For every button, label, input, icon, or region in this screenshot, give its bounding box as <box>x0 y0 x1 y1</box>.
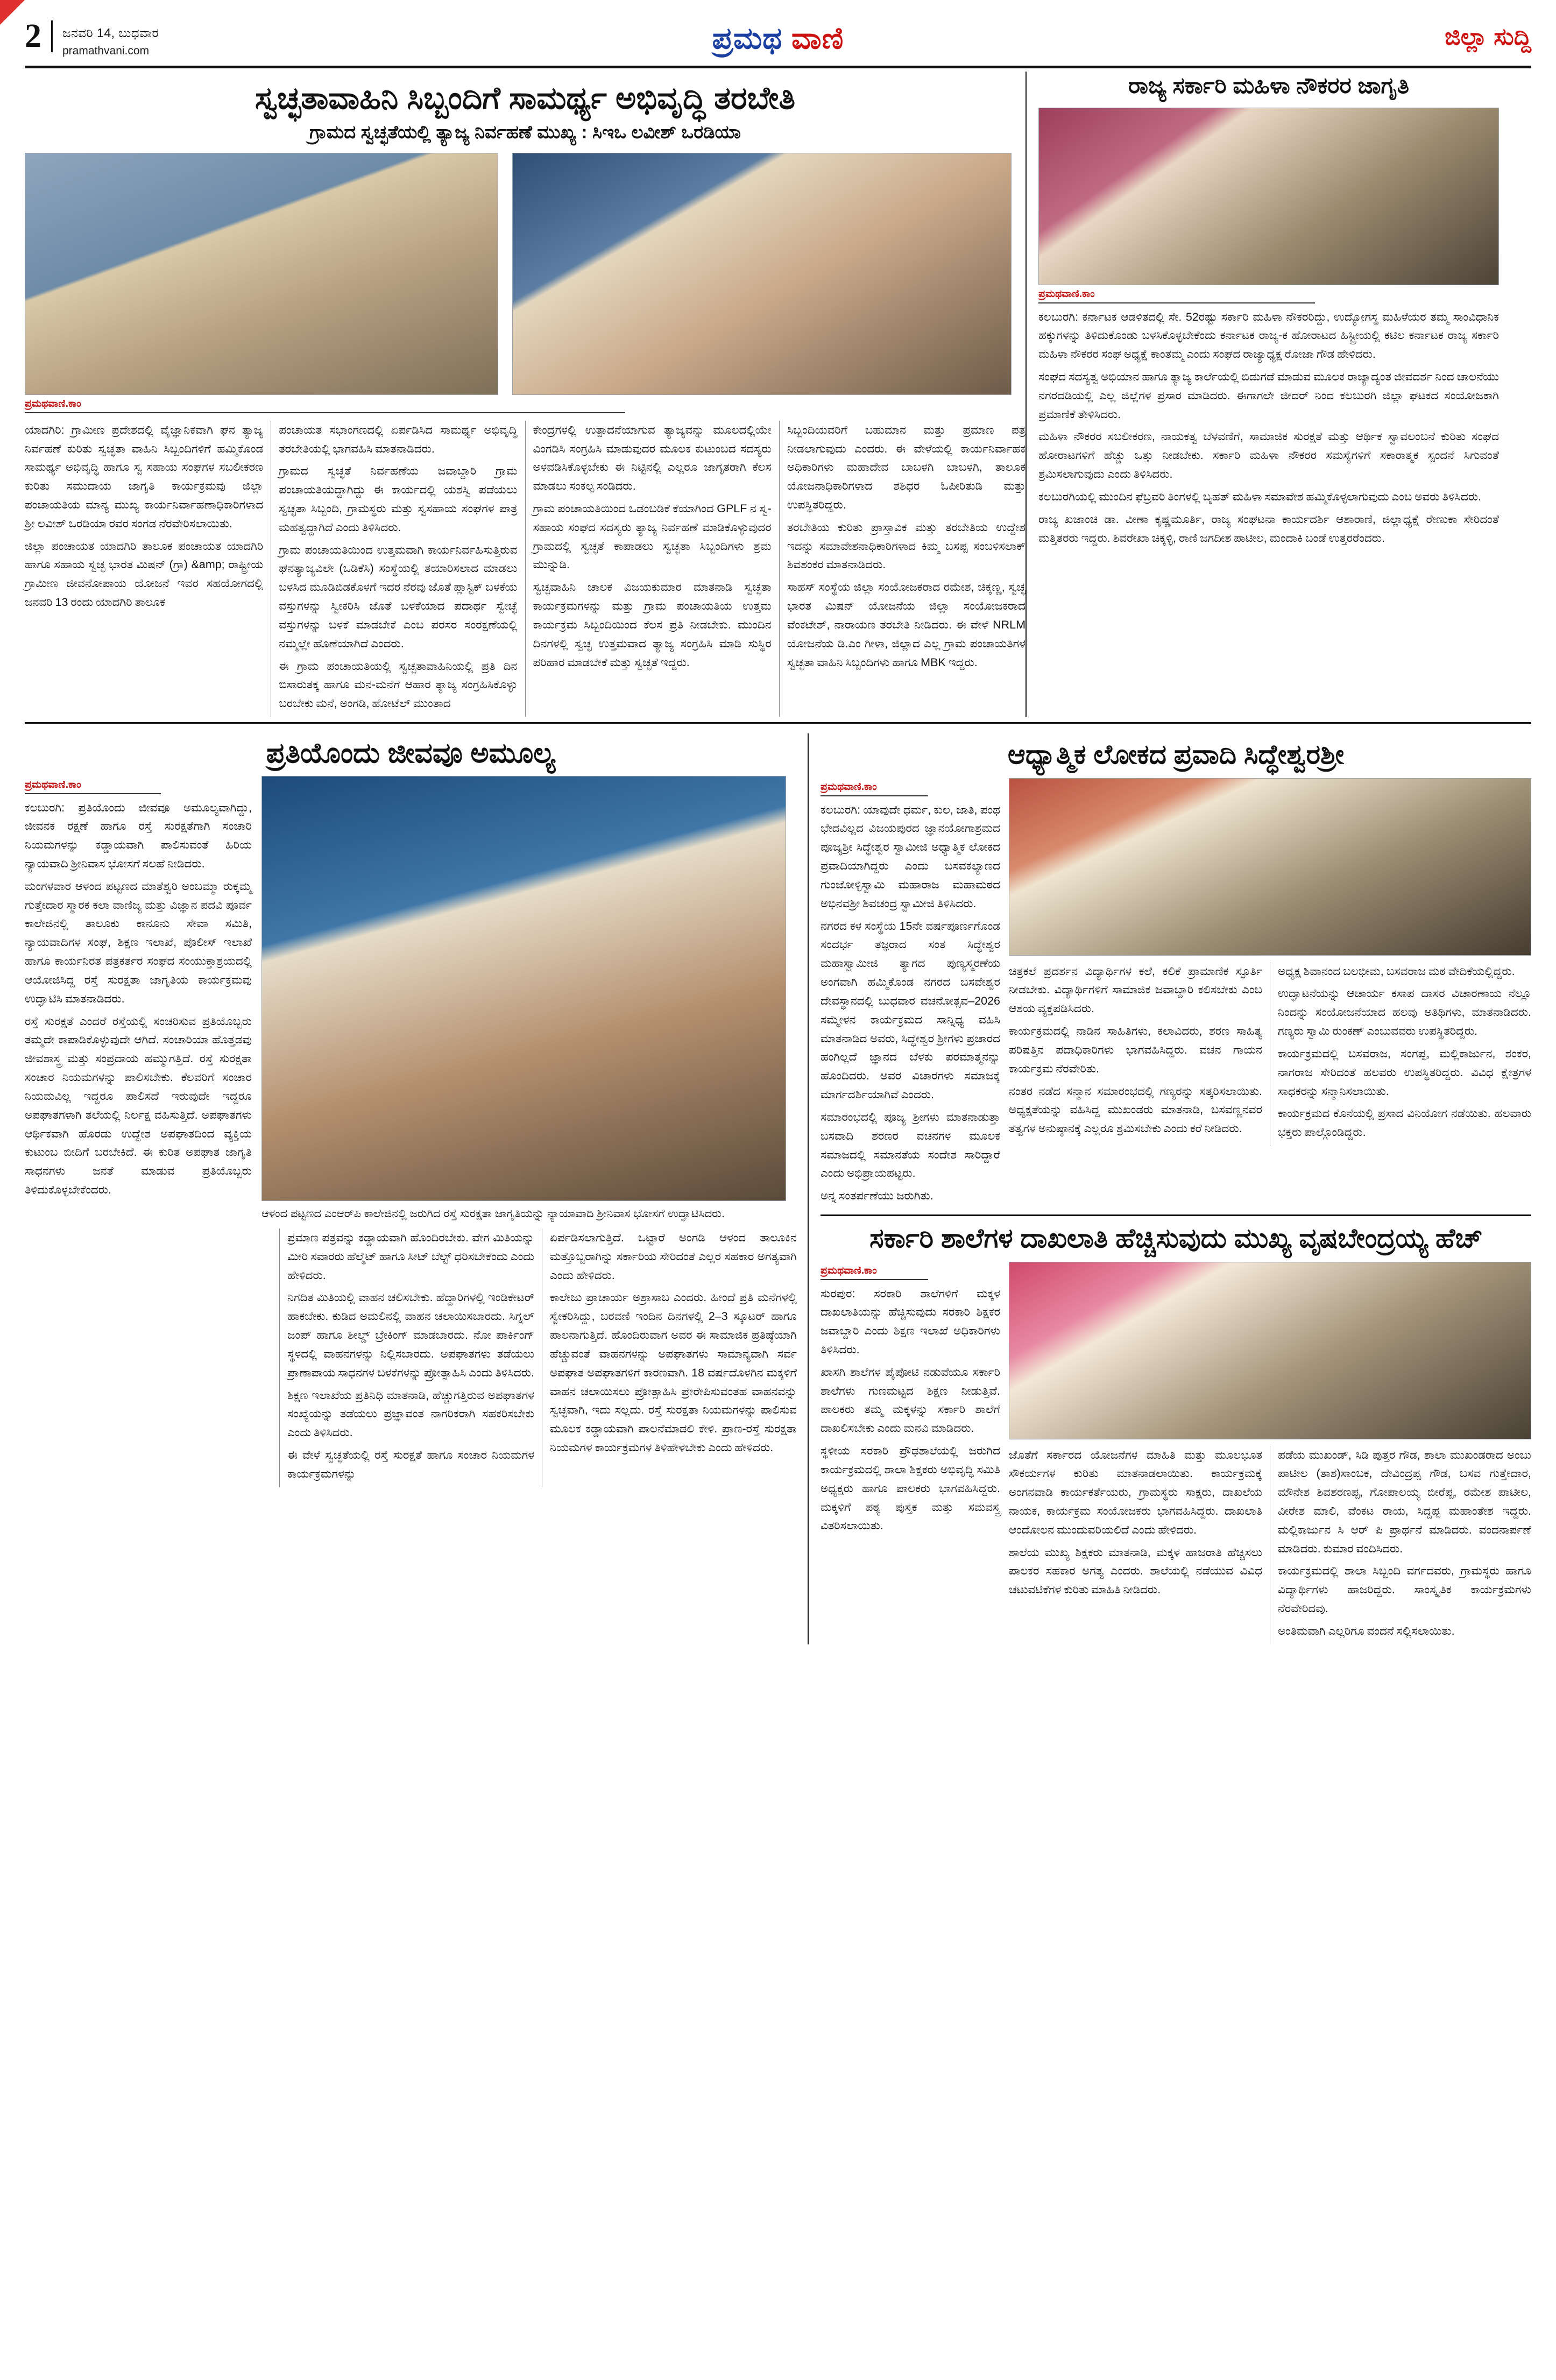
midleft-l3-p2: ಕಾಲೇಜು ಪ್ರಾಚಾರ್ಯ ಅಶ್ರಾಸಾಬ ಎಂದರು. ಹೀಂದೆ ಪ್ರತಿ ಮನೆಗಳಲ್ಲಿ ಸ್ವೇಕರಿಸಿದ್ದು, ಬರವಣಿ ಇಂದಿನ ದಿನಗಳಲ್ಲಿ 2–3 ಸ್ಕೂಟರ್ ಹಾಗೂ ಪಾಲನಾಗುತ್ತಿದೆ. ಹೊಂದಿರುವಾಗ ಅವರ ಈ ಸಾಮಾಜಿಕ ಪ್ರತಿಷ್ಠೆಯಾಗಿ ಹೆಚ್ಚುವಂತೆ ವಾಹನಗಳನ್ನು ಅಪಘಾತಗಳು ಸಾಮಾನ್ಯವಾಗಿ ಸರ್ವ ಅಪಘಾತ ಅಪಘಾತಗಳಿಗೆ ಕಾರಣವಾಗಿ. 18 ವರ್ಷದೊಳಗಿನ ಮಕ್ಕಳಿಗೆ ವಾಹನ ಚಲಾಯಿಸಲು ಪ್ರೋತ್ಸಾಹಿಸಿ ಪ್ರೇರೇಪಿಸುವಂತಹ ವಾಹನವನ್ನು ಸ್ವಚ್ಛವಾಗಿ, ಇದು ಸಲ್ಲದು. ರಸ್ತೆ ಸುರಕ್ಷತಾ ನಿಯಮಗಳನ್ನು ಪಾಲಿಸುವ ಮೂಲಕ ಕಡ್ಡಾಯವಾಗಿ ಪಾಲನೆಮಾಡಲಿ ಕೇಳಿ. ಪ್ರಾಣ-ರಸ್ತೆ ಸುರಕ್ಷತಾ ನಿಯಮಗಳ ಕಾರ್ಯಕ್ರಮಗಳ ತಿಳಿಹೇಳಬೇಕು ಎಂದು ಹೇಳಿದರು. <box>550 1291 797 1454</box>
bottom-right-headline: ಸರ್ಕಾರಿ ಶಾಲೆಗಳ ದಾಖಲಾತಿ ಹೆಚ್ಚಿಸುವುದು ಮುಖ್ಯ ವೃಷಬೇಂದ್ರಯ್ಯ ಹೆಚ್ <box>869 1223 1482 1253</box>
training-hall-photo <box>25 153 498 395</box>
midleft-p-1: ಕಲಬುರಗಿ: ಪ್ರತಿಯೊಂದು ಜೀವವೂ ಅಮೂಲ್ಯವಾಗಿದ್ದು, ಜೀವನಕ ರಕ್ಷಣೆ ಹಾಗೂ ರಸ್ತೆ ಸುರಕ್ಷತೆಗಾಗಿ ಸಂಚಾರಿ ನಿಯಮಗಳನ್ನು ಕಡ್ಡಾಯವಾಗಿ ಪಾಲಿಸುವಂತೆ ಹಿರಿಯ ನ್ಯಾಯವಾದಿ ಶ್ರೀನಿವಾಸ ಭೋಸಗೆ ಸಲಹೆ ನೀಡಿದರು. <box>25 801 252 870</box>
lead-column-2 <box>271 421 525 717</box>
right-headline: ರಾಜ್ಯ ಸರ್ಕಾರಿ ಮಹಿಳಾ ನೌಕರರ ಜಾಗೃತಿ <box>1128 73 1410 98</box>
women-employees-group-photo <box>1038 108 1499 285</box>
lead-subheadline: ಗ್ರಾಮದ ಸ್ವಚ್ಛತೆಯಲ್ಲಿ ತ್ಯಾಜ್ಯ ನಿರ್ವಹಣೆ ಮುಖ್ಯ : ಸಿಇಒ ಲವೀಶ್ ಒರಡಿಯಾ <box>309 122 741 143</box>
lead-p-2-1: ಪಂಚಾಯತ ಸಭಾಂಗಣದಲ್ಲಿ ಏರ್ಪಡಿಸಿದ ಸಾಮರ್ಥ್ಯ ಅಭಿವೃದ್ಧಿ ತರಬೇತಿಯಲ್ಲಿ ಭಾಗವಹಿಸಿ ಮಾತನಾಡಿದರು. <box>279 423 518 455</box>
midleft-lower-col-1 <box>25 1228 279 1487</box>
corner-accent <box>0 0 25 25</box>
mid-right-photo-and-cols <box>1009 778 1531 1209</box>
midright-c1-p4: ಅನ್ನ ಸಂತರ್ಪಣೆಯು ಜರುಗಿತು. <box>821 1189 933 1203</box>
right-p-4: ಕಲಬುರಗಿಯಲ್ಲಿ ಮುಂದಿನ ಫೆಬ್ರವರಿ ತಿಂಗಳಲ್ಲಿ ಬೃಹತ್ ಮಹಿಳಾ ಸಮಾವೇಶ ಹಮ್ಮಿಕೊಳ್ಳಲಾಗುವುದು ಎಂಬ ಅವರು ತಿಳಿಸಿದರು. <box>1038 490 1482 503</box>
midright-c3-p3: ಕಾರ್ಯಕ್ರಮದಲ್ಲಿ ಬಸವರಾಜ, ಸಂಗಪ್ಪ, ಮಲ್ಲಿಕಾರ್ಜುನ, ಶಂಕರ, ನಾಗರಾಜ ಸೇರಿದಂತೆ ಹಲವರು ಉಪಸ್ಥಿತರಿದ್ದರು. ವಿವಿಧ ಕ್ಷೇತ್ರಗಳ ಸಾಧಕರನ್ನು ಸನ್ಮಾನಿಸಲಾಯಿತು. <box>1278 1047 1531 1098</box>
lead-credit: ಪ್ರಮಥವಾಣಿ.ಕಾಂ <box>25 398 81 409</box>
midright-c2-p3: ನಂತರ ನಡೆದ ಸನ್ಮಾನ ಸಮಾರಂಭದಲ್ಲಿ ಗಣ್ಯರನ್ನು ಸತ್ಕರಿಸಲಾಯಿತು. ಅಧ್ಯಕ್ಷತೆಯನ್ನು ವಹಿಸಿದ್ದ ಮುಖಂಡರು ಮಾತನಾಡಿ, ಬಸವಣ್ಣನವರ ತತ್ವಗಳ ಅನುಷ್ಠಾನಕ್ಕೆ ಎಲ್ಲರೂ ಶ್ರಮಿಸಬೇಕು ಎಂದು ಕರೆ ನೀಡಿದರು. <box>1009 1084 1262 1135</box>
right-p-5: ರಾಜ್ಯ ಖಜಾಂಚಿ ಡಾ. ವೀಣಾ ಕೃಷ್ಣಮೂರ್ತಿ, ರಾಜ್ಯ ಸಂಘಟನಾ ಕಾರ್ಯದರ್ಶಿ ಆಶಾರಾಣಿ, ಜಿಲ್ಲಾಧ್ಯಕ್ಷೆ ರೇಣುಕಾ ಸೇರಿದಂತೆ ಮತ್ತಿತರರು ಇದ್ದರು. ಶಿವರೇಖಾ ಚಿಕ್ಕಳ್ಳಿ, ರಾಣಿ ಜಗದೀಶ ಪಾಟೀಲ, ಮಂದಾಕಿ ಬಂಡೆ ಉತ್ತರರೆಂದರು. <box>1038 512 1499 545</box>
midright-c1-p1: ಕಲಬುರಗಿ: ಯಾವುದೇ ಧರ್ಮ, ಕುಲ, ಜಾತಿ, ಪಂಥ ಭೇದವಿಲ್ಲದ ವಿಜಯಪುರದ ಜ್ಞಾನಯೋಗಾಶ್ರಮದ ಪೂಜ್ಯಶ್ರೀ ಸಿದ್ಧೇಶ್ವರ ಸ್ವಾಮೀಜಿ ಅಧ್ಯಾತ್ಮಿಕ ಲೋಕದ ಪ್ರವಾದಿಯಾಗಿದ್ದರು ಎಂದು ಬಸವಕಲ್ಯಾಣದ ಗುಂಜೋಳ್ಳಿಸ್ವಾಮಿ ಮಹಾರಾಜ ಮಹಾಮಠದ ಅಭಿನವಶ್ರೀ ಶಿವಚಂದ್ರ ಸ್ವಾಮೀಜಿ ತಿಳಿಸಿದರು. <box>821 803 1000 910</box>
section-label: ಜಿಲ್ಲಾ ಸುದ್ದಿ <box>1445 24 1531 50</box>
midleft-l3-p1: ಏರ್ಪಡಿಸಲಾಗುತ್ತಿದೆ. ಒಟ್ಟಾರೆ ಅಂಗಡಿ ಆಳಂದ ತಾಲೂಕಿನ ಮತ್ತೊಬ್ಬರಾಗಿನ್ನು ಸರ್ಕಾರಿಯ ಸೇರಿದಂತೆ ಎಲ್ಲರ ಸಹಕಾರ ಅಗತ್ಯವಾಗಿ ಎಂದು ಹೇಳಿದರು. <box>550 1231 797 1282</box>
midright-col-3 <box>1270 962 1531 1146</box>
spiritual-felicitation-photo <box>1009 778 1531 956</box>
right-p-3: ಮಹಿಳಾ ನೌಕರರ ಸಬಲೀಕರಣ, ನಾಯಕತ್ವ ಬೆಳವಣಿಗೆ, ಸಾಮಾಜಿಕ ಸುರಕ್ಷತೆ ಮತ್ತು ಆರ್ಥಿಕ ಸ್ವಾವಲಂಬನೆ ಕುರಿತು ಸಂಘದ ಹೋರಾಟಗಳಿಗೆ ಹೆಚ್ಚು ಒತ್ತು ನೀಡಬೇಕು. ಸರ್ಕಾರಿ ಮಹಿಳಾ ನೌಕರರ ಸಮಸ್ಯೆಗಳಿಗೆ ಸಕಾರಾತ್ಮಕ ಸ್ಪಂದನೆ ಸಿಗುವಂತೆ ಶ್ರಮಿಸಲಾಗುವುದು ಎಂದು ತಿಳಿಸಿದರು. <box>1038 430 1499 481</box>
bottom-right-photo-and-cols <box>1009 1262 1531 1644</box>
lead-column-3 <box>525 421 779 717</box>
right-story <box>1025 72 1499 717</box>
bottom-right-story <box>821 1221 1531 1644</box>
lead-column-1 <box>25 421 271 717</box>
lead-p-3-3: ಸ್ವಚ್ಛವಾಹಿನಿ ಚಾಲಕ ವಿಜಯಕುಮಾರ ಮಾತನಾಡಿ ಸ್ವಚ್ಛತಾ ಕಾರ್ಯಕ್ರಮಗಳನ್ನು ಮತ್ತು ಗ್ರಾಮ ಪಂಚಾಯತಿಯ ಉತ್ತಮ ಕಾರ್ಯಕ್ರಮ ಸಿಬ್ಬಂದಿಯಿಂದ ಕೆಲಸ ಪ್ರತಿ ನೀಡಬೇಕು. ಮುಂದಿನ ದಿನಗಳಲ್ಲಿ ಸ್ವಚ್ಛ ಉತ್ತಮವಾದ ತ್ಯಾಜ್ಯ ಸಂಗ್ರಹಿಸಿ ಮಾಡಿ ಸುಸ್ಥಿರ ಪರಿಹಾರ ಮಾಡಬೇಕೆ ಮತ್ತು ಸ್ವಚ್ಛತೆ ಇದ್ದರು. <box>533 581 772 669</box>
section-divider-2 <box>821 1214 1531 1216</box>
right-credit: ಪ್ರಮಥವಾಣಿ.ಕಾಂ <box>1038 288 1095 300</box>
lead-headline: ಸ್ವಚ್ಛತಾವಾಹಿನಿ ಸಿಬ್ಬಂದಿಗೆ ಸಾಮರ್ಥ್ಯ ಅಭಿವೃದ್ಧಿ ತರಬೇತಿ <box>254 81 796 116</box>
midleft-lower-col-2 <box>279 1228 542 1487</box>
mid-right-credit: ಪ್ರಮಥವಾಣಿ.ಕಾಂ <box>821 781 877 793</box>
right-body <box>1038 308 1499 548</box>
masthead-right <box>1034 20 1531 51</box>
lead-p-2-2: ಗ್ರಾಮದ ಸ್ವಚ್ಛತೆ ನಿರ್ವಹಣೆಯ ಜವಾಬ್ದಾರಿ ಗ್ರಾಮ ಪಂಚಾಯತಿಯದ್ದಾಗಿದ್ದು ಈ ಕಾರ್ಯದಲ್ಲಿ ಯಶಸ್ವಿ ಪಡೆಯಲು ಸ್ವಚ್ಛತಾ ಸಿಬ್ಬಂದಿ, ಗ್ರಾಮಸ್ಥರು ಮತ್ತು ಸ್ವಸಹಾಯ ಸಂಘಗಳ ಪಾತ್ರ ಮಹತ್ವದ್ದಾಗಿದೆ ಎಂದು ತಿಳಿಸಿದರು. <box>279 464 518 534</box>
mid-left-lower-columns <box>25 1228 797 1487</box>
right-p-1: ಕಲಬುರಗಿ: ಕರ್ನಾಟಕ ಆಡಳಿತದಲ್ಲಿ ಸೇ. 52ರಷ್ಟು ಸರ್ಕಾರಿ ಮಹಿಳಾ ನೌಕರರಿದ್ದು, ಉದ್ಯೋಗಸ್ಥ ಮಹಿಳೆಯರ ತಮ್ಮ ಸಾಂವಿಧಾನಿಕ ಹಕ್ಕುಗಳನ್ನು ತಿಳಿದುಕೊಂಡು ಬಳಸಿಕೊಳ್ಳಬೇಕೆಂದು ಕರ್ನಾಟಕ ರಾಜ್ಯ-ಕ ಹೋರಾಟದ ಹಿಸ್ಟ್ರೀಯಲ್ಲಿ ಕಟಿಲ ಕರ್ನಾಟಕ ರಾಜ್ಯ ಸರ್ಕಾರಿ ಮಹಿಳಾ ನೌಕರರ ಸಂಘ ಅಧ್ಯಕ್ಷೆ ಕಾಂತಮ್ಮ ಎಂದು ಸಂಘದ ರಾಜ್ಯಾಧ್ಯಕ್ಷ ರೋಜಾ ಗೌಡ ಹೇಳಿದರು. <box>1038 310 1499 361</box>
website-url[interactable]: pramathvani.com <box>62 44 150 57</box>
midright-c2-p2: ಕಾರ್ಯಕ್ರಮದಲ್ಲಿ ನಾಡಿನ ಸಾಹಿತಿಗಳು, ಕಲಾವಿದರು, ಶರಣ ಸಾಹಿತ್ಯ ಪರಿಷತ್ತಿನ ಪದಾಧಿಕಾರಿಗಳು ಭಾಗವಹಿಸಿದ್ದರು. ವಚನ ಗಾಯನ ಕಾರ್ಯಕ್ರಮ ನೆರವೇರಿತು. <box>1009 1025 1262 1075</box>
botright-c2-p1: ಜೊತೆಗೆ ಸರ್ಕಾರದ ಯೋಜನೆಗಳ ಮಾಹಿತಿ ಮತ್ತು ಮೂಲಭೂತ ಸೌಕರ್ಯಗಳ ಕುರಿತು ಮಾತನಾಡಲಾಯಿತು. ಕಾರ್ಯಕ್ರಮಕ್ಕೆ ಅಂಗನವಾಡಿ ಕಾರ್ಯಕರ್ತೆಯರು, ಗ್ರಾಮಸ್ಥರು ಸಾಕ್ಷರು, ದಾಖಲೆಯ ನಾಯಕ, ಕಾರ್ಯಕ್ರಮ ಸಂಯೋಜಕರು ಭಾಗವಹಿಸಿದ್ದರು. ದಾಖಲಾತಿ ಆಂದೋಲನ ಮುಂದುವರಿಯಲಿದೆ ಎಂದು ಹೇಳಿದರು. <box>1009 1448 1262 1536</box>
midright-c3-p1: ಅಧ್ಯಕ್ಷ ಶಿವಾನಂದ ಬಲಭೀಮ, ಬಸವರಾಜ ಮಠ ವೇದಿಕೆಯಲ್ಲಿದ್ದರು. <box>1278 964 1515 978</box>
award-presentation-photo <box>512 153 1012 395</box>
botright-c3-p2: ಕಾರ್ಯಕ್ರಮದಲ್ಲಿ ಶಾಲಾ ಸಿಬ್ಬಂದಿ ವರ್ಗದವರು, ಗ್ರಾಮಸ್ಥರು ಹಾಗೂ ವಿದ್ಯಾರ್ಥಿಗಳು ಹಾಜರಿದ್ದರು. ಸಾಂಸ್ಕೃತಿಕ ಕಾರ್ಯಕ್ರಮಗಳು ನೆರವೇರಿದವು. <box>1278 1564 1531 1615</box>
masthead <box>25 20 1531 68</box>
mid-right-credit-rule <box>821 795 928 796</box>
school-function-stage-photo <box>1009 1262 1531 1439</box>
lead-column-4 <box>779 421 1025 717</box>
lead-p-1-1: ಯಾದಗಿರಿ: ಗ್ರಾಮೀಣ ಪ್ರದೇಶದಲ್ಲಿ ವೈಜ್ಞಾನಿಕವಾಗಿ ಘನ ತ್ಯಾಜ್ಯ ನಿರ್ವಹಣೆ ಕುರಿತು ಸ್ವಚ್ಛತಾ ವಾಹಿನಿ ಸಿಬ್ಬಂದಿಗಳಿಗೆ ಹಮ್ಮಿಕೊಂಡ ಸಾಮರ್ಥ್ಯ ಅಭಿವೃದ್ಧಿ ಹಾಗೂ ಸ್ವ ಸಹಾಯ ಸಂಘಗಳ ಸಬಲೀಕರಣ ಕುರಿತು ಸಮುದಾಯ ಜಾಗೃತಿ ಕಾರ್ಯಕ್ರಮವು ಜಿಲ್ಲಾ ಪಂಚಾಯತಿಯ ಮಾನ್ಯ ಮುಖ್ಯ ಕಾರ್ಯನಿರ್ವಾಹಣಾಧಿಕಾರಿಗಳಾದ ಶ್ರೀ ಲವೀಶ್ ಒರಡಿಯಾ ರವರ ಸಂಗಡ ನೆರವೇರಿಸಲಾಯಿತು. <box>25 423 264 530</box>
botright-col-2 <box>1009 1446 1270 1644</box>
midleft-lower-col-3 <box>542 1228 797 1487</box>
bottom-right-credit: ಪ್ರಮಥವಾಣಿ.ಕಾಂ <box>821 1265 877 1276</box>
sapling-presentation-photo <box>261 776 786 1201</box>
lead-story <box>25 72 1025 717</box>
title-part-2: ವಾಣಿ <box>791 21 844 55</box>
mid-right-headline: ಆಧ್ಯಾತ್ಮಿಕ ಲೋಕದ ಪ್ರವಾದಿ ಸಿದ್ಧೇಶ್ವರಶ್ರೀ <box>1007 739 1345 770</box>
mid-left-upper <box>25 776 797 1223</box>
credit-rule <box>25 412 625 413</box>
midleft-p-3: ರಸ್ತೆ ಸುರಕ್ಷತೆ ಎಂದರೆ ರಸ್ತೆಯಲ್ಲಿ ಸಂಚರಿಸುವ ಪ್ರತಿಯೊಬ್ಬರು ತಮ್ಮದೇ ಕಾಪಾಡಿಕೊಳ್ಳುವುದೇ ಆಗಿದೆ. ಸಂಚಾರಿಯಾ ಹೊತ್ತಡವು ಜೀವಶಾಸ್ತ್ರ ಮತ್ತು ಸಂಪ್ರದಾಯ ಹಮ್ಮುಗತ್ತಿದೆ. ರಸ್ತೆ ಸುರಕ್ಷತಾ ಸಂಚಾರ ನಿಯಮಗಳನ್ನು ಪಾಲಿಸಬೇಕು. ಕೆಲವರಿಗೆ ಸಂಚಾರ ನಿಯಮವಿಲ್ಲ ಇದ್ದರೂ ಪಾಲಿಸದೆ ಇರುವುದೇ ಇದ್ದರೂ ಅಪಘಾತಗಳಾಗಿ ತಲೆಯಲ್ಲಿ ನಿರ್ಲಕ್ಷ ವಹಿಸುತ್ತಿದೆ. ಅಪಘಾತಗಳು ಆರ್ಥಿಕವಾಗಿ ಹೊರಡು ಉದ್ದೇಶ ಅಪಘಾತದಿಂದ ವ್ಯಕ್ತಿಯ ಕುಟುಂಬ ಬೀದಿಗೆ ಬರಬೇಕಿದೆ. ಈ ಕುರಿತ ಅಪಘಾತ ಜಾಗೃತಿ ಸಾಧನಗಳು ಜನತೆ ಮಾಡುವ ಪ್ರತಿಯೊಬ್ಬರು ತಿಳಿದುಕೊಳ್ಳಬೇಕೆಂದರು. <box>25 1014 252 1197</box>
mid-right-text-col-1 <box>821 778 1009 1209</box>
title-part-1: ಪ್ರಮಥ <box>712 21 783 55</box>
botright-c1-p1: ಸುರಪುರ: ಸರಕಾರಿ ಶಾಲೆಗಳಿಗೆ ಮಕ್ಕಳ ದಾಖಲಾತಿಯನ್ನು ಹೆಚ್ಚಿಸುವುದು ಸರಕಾರಿ ಶಿಕ್ಷಕರ ಜವಾಬ್ದಾರಿ ಎಂದು ಶಿಕ್ಷಣ ಇಲಾಖೆ ಅಧಿಕಾರಿಗಳು ತಿಳಿಸಿದರು. <box>821 1287 1000 1356</box>
botright-c3-p1: ಪಡೆಯ ಮುಖಂಡ್, ಸಿಡಿ ಪುತ್ತರ ಗೌಡ, ಶಾಲಾ ಮುಖಂಡರಾದ ಅಂಬು ಪಾಟೀಲ (ತಾಶ)ಸಾಂಬಕ, ದೇವಿಂದ್ರಪ್ಪ ಗೌಡ, ಬಸವ ಗುತ್ತೇದಾರ, ಮೌನೇಶ ಶಿವಶರಣಪ್ಪ, ಗೋಪಾಲಯ್ಯ ಬೀರೆಪ್ಪ, ರಮೇಶ ಪಾಟೀಲ, ವೀರೇಶ ಮಾಲಿ, ವೆಂಕಟ ರಾಯ, ಸಿದ್ದಪ್ಪ ಮಹಾಂತೇಶ ಇದ್ದರು. ಮಲ್ಲಿಕಾರ್ಜುನ ಸಿ ಆರ್ ಪಿ ಪ್ರಾರ್ಥನೆ ಮಾಡಿದರು. ವಂದನಾರ್ಪಣೆ ಮಾಡಿದರು. ಕುಮಾರ ವಂದಿಸಿದರು. <box>1278 1448 1531 1555</box>
midright-c2-p1: ಚಿತ್ರಕಲೆ ಪ್ರದರ್ಶನ ವಿದ್ಯಾರ್ಥಿಗಳ ಕಲೆ, ಕಲಿಕೆ ಪ್ರಾಮಾಣಿಕ ಸ್ಫೂರ್ತಿ ನೀಡಬೇಕು. ವಿದ್ಯಾರ್ಥಿಗಳಿಗೆ ಸಾಮಾಜಿಕ ಜವಾಬ್ದಾರಿ ಕಲಿಸಬೇಕು ಎಂಬ ಆಶಯ ವ್ಯಕ್ತಪಡಿಸಿದರು. <box>1009 964 1262 1015</box>
midleft-l2-p1: ಪ್ರಮಾಣ ಪತ್ರವನ್ನು ಕಡ್ಡಾಯವಾಗಿ ಹೊಂದಿರಬೇಕು. ವೇಗ ಮಿತಿಯನ್ನು ಮೀರಿ ಸವಾರರು ಹೆಲ್ಮೆಟ್ ಹಾಗೂ ಸೀಟ್ ಬೆಲ್ಟ್ ಧರಿಸಬೇಕೆಂದು ಎಂದು ಹೇಳಿದರು. <box>287 1231 534 1282</box>
midleft-l2-p4: ಈ ವೇಳೆ ಸ್ವಚ್ಛತೆಯಲ್ಲಿ ರಸ್ತೆ ಸುರಕ್ಷತೆ ಹಾಗೂ ಸಂಚಾರ ನಿಯಮಗಳ ಕಾರ್ಯಕ್ರಮಗಳನ್ನು <box>287 1449 534 1480</box>
masthead-left <box>25 20 522 59</box>
mid-left-credit: ಪ್ರಮಥವಾಣಿ.ಕಾಂ <box>25 779 81 790</box>
midright-col-2 <box>1009 962 1270 1146</box>
masthead-date-block <box>62 20 159 59</box>
bottom-right-credit-rule <box>821 1279 928 1280</box>
lead-p-3-1: ಕೇಂದ್ರಗಳಲ್ಲಿ ಉತ್ಪಾದನೆಯಾಗುವ ತ್ಯಾಜ್ಯವನ್ನು ಮೂಲದಲ್ಲಿಯೇ ವಿಂಗಡಿಸಿ ಸಂಗ್ರಹಿಸಿ ಮಾಡುವುದರ ಮೂಲಕ ಕುಟುಂಬದ ಸದಸ್ಯರು ಅಳವಡಿಸಿಕೊಳ್ಳಬೇಕು ಈ ನಿಟ್ಟಿನಲ್ಲಿ ಎಲ್ಲರೂ ಜಾಗೃತರಾಗಿ ಕೆಲಸ ಮಾಡಲು ಸಂಕಲ್ಪ ಸಂಡಿದರು. <box>533 423 772 493</box>
botright-c1-p2: ಖಾಸಗಿ ಶಾಲೆಗಳ ಪೈಪೋಟಿ ನಡುವೆಯೂ ಸರ್ಕಾರಿ ಶಾಲೆಗಳು ಗುಣಮಟ್ಟದ ಶಿಕ್ಷಣ ನೀಡುತ್ತಿವೆ. ಪಾಲಕರು ತಮ್ಮ ಮಕ್ಕಳನ್ನು ಸರ್ಕಾರಿ ಶಾಲೆಗೆ ದಾಖಲಿಸಬೇಕು ಎಂದು ಮನವಿ ಮಾಡಿದರು. <box>821 1365 1000 1435</box>
lead-p-1-2: ಜಿಲ್ಲಾ ಪಂಚಾಯತ ಯಾದಗಿರಿ ತಾಲೂಕ ಪಂಚಾಯತ ಯಾದಗಿರಿ ಹಾಗೂ ಸಹಾಯ ಸ್ವಚ್ಛ ಭಾರತ ಮಿಷನ್ (ಗ್ರಾ) &amp; ರಾಷ್ಟ್ರೀಯ ಗ್ರಾಮೀಣ ಜೀವನೋಪಾಯ ಯೋಜನೆ ಇವರ ಸಹಯೋಗದಲ್ಲಿ ಜನವರಿ 13 ರಂದು ಯಾದಗಿರಿ ತಾಲೂಕ <box>25 539 264 609</box>
mid-left-photo-block <box>261 776 786 1223</box>
lead-body-columns <box>25 421 1025 717</box>
botright-c1-p3: ಸ್ಥಳೀಯ ಸರಕಾರಿ ಪ್ರೌಢಶಾಲೆಯಲ್ಲಿ ಜರುಗಿದ ಕಾರ್ಯಕ್ರಮದಲ್ಲಿ ಶಾಲಾ ಶಿಕ್ಷಕರು ಅಭಿವೃದ್ಧಿ ಸಮಿತಿ ಅಧ್ಯಕ್ಷರು ಹಾಗೂ ಪಾಲಕರು ಭಾಗವಹಿಸಿದ್ದರು. ಮಕ್ಕಳಿಗೆ ಪಠ್ಯ ಪುಸ್ತಕ ಮತ್ತು ಸಮವಸ್ತ್ರ ವಿತರಿಸಲಾಯಿತು. <box>821 1444 1000 1532</box>
lead-photo-strip <box>25 153 1025 395</box>
botright-c3-p3: ಅಂತಿಮವಾಗಿ ಎಲ್ಲರಿಗೂ ವಂದನೆ ಸಲ್ಲಿಸಲಾಯಿತು. <box>1278 1624 1455 1637</box>
mid-left-story <box>25 733 808 1644</box>
midright-c3-p2: ಉದ್ಘಾಟನೆಯನ್ನು ಆಚಾರ್ಯ ಕಸಾಪ ದಾಸರ ವಿಚಾರಣಾಯ ನೆಲ್ಲೂ ನಿಂದನ್ನು ಸಂಯೋಜನೆಯಾದ ಹಲವು ಅತಿಥಿಗಳು, ಮಾತನಾಡಿದರು. ಗಣ್ಯರು ಸ್ವಾಮಿ ರುಂಕಣ್ ಎಂಬುವವರು ಉಪಸ್ಥಿತರಿದ್ದರು. <box>1278 987 1531 1038</box>
mid-left-headline: ಪ್ರತಿಯೊಂದು ಜೀವವೂ ಅಮೂಲ್ಯ <box>266 738 556 769</box>
lead-p-4-2: ತರಬೇತಿಯ ಕುರಿತು ಪ್ರಾಸ್ತಾವಿಕ ಮತ್ತು ತರಬೇತಿಯ ಉದ್ದೇಶ ಇದನ್ನು ಸಮಾವೇಶನಾಧಿಕಾರಿಗಳಾದ ಕಿಮ್ಮ ಬಸಪ್ಪ ಸಂಬಳಿಸಲಾಕ್ ಶಿವಶಂಕರ ಮಾತನಾಡಿದರು. <box>787 520 1025 571</box>
bottom-right-text-col-1 <box>821 1262 1009 1644</box>
lead-p-2-4: ಈ ಗ್ರಾಮ ಪಂಚಾಯತಿಯಲ್ಲಿ ಸ್ವಚ್ಛತಾವಾಹಿನಿಯಲ್ಲಿ ಪ್ರತಿ ದಿನ ಬಿಸಾರುತಕ್ಕ ಹಾಗೂ ಮನ-ಮನೆಗೆ ಆಹಾರ ತ್ಯಾಜ್ಯ ಸಂಗ್ರಹಿಸಿಕೊಳ್ಳು ಬರಬೇಕು ಮನೆ, ಅಂಗಡಿ, ಹೋಟೆಲ್ ಮುಂತಾದ <box>279 659 518 710</box>
midright-c1-p3: ಸಮಾರಂಭದಲ್ಲಿ ಪೂಜ್ಯ ಶ್ರೀಗಳು ಮಾತನಾಡುತ್ತಾ ಬಸವಾದಿ ಶರಣರ ವಚನಗಳ ಮೂಲಕ ಸಮಾಜದಲ್ಲಿ ಸಮಾನತೆಯ ಸಂದೇಶ ಸಾರಿದ್ದಾರೆ ಎಂದು ಅಭಿಪ್ರಾಯಪಟ್ಟರು. <box>821 1110 1000 1180</box>
lead-p-3-2: ಗ್ರಾಮ ಪಂಚಾಯತಿಯಿಂದ ಒಡಂಬಡಿಕೆ ಕೆಯಾಗಿಂದ GPLF ನ ಸ್ವ-ಸಹಾಯ ಸಂಘದ ಸದಸ್ಯರು ತ್ಯಾಜ್ಯ ನಿರ್ವಹಣೆ ಮಾಡಿಕೊಳ್ಳುವುದರ ಗ್ರಾಮದಲ್ಲಿ ಸ್ವಚ್ಛತೆ ಕಾಪಾಡಲು ಸ್ವಚ್ಛತಾ ಸಿಬ್ಬಂದಿಗಳು ಶ್ರಮ ಮುನ್ನುಡಿ. <box>533 502 772 571</box>
mid-region <box>25 733 1531 1644</box>
midright-c3-p4: ಕಾರ್ಯಕ್ರಮದ ಕೊನೆಯಲ್ಲಿ ಪ್ರಸಾದ ವಿನಿಯೋಗ ನಡೆಯಿತು. ಹಲವಾರು ಭಕ್ತರು ಪಾಲ್ಗೊಂಡಿದ್ದರು. <box>1278 1107 1531 1139</box>
masthead-center <box>522 20 1034 57</box>
section-divider-1 <box>25 722 1531 724</box>
midright-c1-p2: ನಗರದ ಕಳ ಸಂಸ್ಥೆಯ 15ನೇ ವರ್ಷಪೂರ್ಣಗೊಂಡ ಸಂದರ್ಭ ತಜ್ಞರಾದ ಸಂತ ಸಿದ್ಧೇಶ್ವರ ಮಹಾಸ್ವಾಮೀಜಿ ತ್ಯಾಗದ ಪುಣ್ಯಸ್ಮರಣೆಯ ಅಂಗವಾಗಿ ಹಮ್ಮಿಕೊಂಡ ನಗರದ ಬಸವೇಶ್ವರ ದೇವಸ್ಥಾನದಲ್ಲಿ ಬುಧವಾರ ವಚನೋತ್ಸವ–2026 ಸಮ್ಮೇಳನ ಕಾರ್ಯಕ್ರಮದ ಸಾನ್ನಿಧ್ಯ ವಹಿಸಿ ಮಾತನಾಡಿದ ಅವರು, ಸಿದ್ಧೇಶ್ವರ ಶ್ರೀಗಳು ಪ್ರಚಾರದ ಹಂಗಿಲ್ಲದೆ ಜ್ಞಾನದ ಬೆಳಕು ಪರಮಾತ್ಮನನ್ನು ಹೊಂದಿದರು. ಅವರ ವಿಚಾರಗಳು ಸಮಾಜಕ್ಕೆ ಮಾರ್ಗದರ್ಶಿಯಾಗಿವೆ ಎಂದರು. <box>821 919 1000 1101</box>
newspaper-title <box>522 20 1034 57</box>
midleft-l2-p3: ಶಿಕ್ಷಣ ಇಲಾಖೆಯ ಪ್ರತಿನಿಧಿ ಮಾತನಾಡಿ, ಹೆಚ್ಚುಗತ್ತಿರುವ ಅಪಘಾತಗಳ ಸಂಖ್ಯೆಯನ್ನು ತಡೆಯಲು ಪ್ರಜ್ಞಾವಂತ ನಾಗರಿಕರಾಗಿ ಸಹಕರಿಸಬೇಕು ಎಂದು ತಿಳಿಸಿದರು. <box>287 1388 534 1439</box>
lead-p-4-3: ಸಾಹಸ್ ಸಂಸ್ಥೆಯ ಜಿಲ್ಲಾ ಸಂಯೋಜಕರಾದ ರಮೇಶ, ಚಿಕ್ಕಣ್ಣ, ಸ್ವಚ್ಛ ಭಾರತ ಮಿಷನ್ ಯೋಜನೆಯ ಜಿಲ್ಲಾ ಸಂಯೋಜಕರಾದ ವೆಂಕಟೇಶ್, ನಾರಾಯಣ ತರಬೇತಿ ನೀಡಿದರು. ಈ ವೇಳೆ NRLM ಯೋಜನೆಯ ಡಿ.ಎಂ ಗೀಳಾ, ಜಿಲ್ಲಾದ ಎಲ್ಲ ಗ್ರಾಮ ಪಂಚಾಯತಿಗಳ ಸ್ವಚ್ಛತಾ ವಾಹಿನಿ ಸಿಬ್ಬಂದಿಗಳು ಹಾಗೂ MBK ಇದ್ದರು. <box>787 581 1025 669</box>
lead-p-2-3: ಗ್ರಾಮ ಪಂಚಾಯತಿಯಿಂದ ಉತ್ತಮವಾಗಿ ಕಾರ್ಯನಿರ್ವಹಿಸುತ್ತಿರುವ ಘನತ್ಯಾಜ್ಯವಿಲೇ (ಒಡಿಕೆಸಿ) ಸಂಸ್ಥೆಯಲ್ಲಿ ತಯಾರಿಸಲಾದ ಮಾಡಲು ಬಳಸಿದ ಮೂಡಿಬಿಡಕೊಳಗೆ ಇದರ ನೆರವು ಜೊತೆ ಪ್ಲಾಸ್ಟಿಕ್ ಬಳಕೆಯ ವಸ್ತುಗಳನ್ನು ಸ್ವೀಕರಿಸಿ ಜೊತೆ ಬಳಕೆಯಾದ ಪದಾರ್ಥ ಸ್ವೇಚ್ಛೆ ವಸ್ತುಗಳನ್ನು ಬಳಕೆ ಮಾಡಬೇಕೆ ಎಂಬ ಪರಸರ ಸಂರಕ್ಷಣೆಯಲ್ಲಿ ನಮ್ಮಲ್ಲೇ ಹೊಣೆಯಾಗಿದೆ ಎಂದರು. <box>279 543 518 650</box>
botright-col-3 <box>1270 1446 1531 1644</box>
right-p-2: ಸಂಘದ ಸದಸ್ಯತ್ವ ಅಭಿಯಾನ ಹಾಗೂ ತ್ಯಾಜ್ಯ ಕಾರ್ಲೆಯಲ್ಲಿ ಬಿಡುಗಡೆ ಮಾಡುವ ಮೂಲಕ ರಾಜ್ಯಾದ್ಯಂತ ಜೀವದರ್ಶ ನಿಂದ ಚಾಲನೆಯು ನಗರದಡಿಯಲ್ಲಿ ಎಲ್ಲ ಜಿಲ್ಲೆಗಳ ಪ್ರಸಾರ ಮಾಡಿದರು. ಈಗಾಗಲೇ ಜೀದರ್ ನಿಂದ ಕಲಬುರಗಿ ಜಿಲ್ಲಾ ಘಟಕದ ಸಂಯೋಜಕಾಗಿ ಪ್ರಮಾಣಿಕೆ ತೇಳಿಸಿದರು. <box>1038 370 1499 421</box>
right-credit-rule <box>1038 302 1315 303</box>
botright-c2-p2: ಶಾಲೆಯ ಮುಖ್ಯ ಶಿಕ್ಷಕರು ಮಾತನಾಡಿ, ಮಕ್ಕಳ ಹಾಜರಾತಿ ಹೆಚ್ಚಿಸಲು ಪಾಲಕರ ಸಹಕಾರ ಅಗತ್ಯ ಎಂದರು. ಶಾಲೆಯಲ್ಲಿ ನಡೆಯುವ ವಿವಿಧ ಚಟುವಟಿಕೆಗಳ ಕುರಿತು ಮಾಹಿತಿ ನೀಡಿದರು. <box>1009 1545 1262 1597</box>
lead-and-right-region <box>25 72 1531 717</box>
bottom-right-upper <box>821 1262 1531 1644</box>
bottom-right-lower-columns <box>1009 1446 1531 1644</box>
publication-date: ಜನವರಿ 14, ಬುಧವಾರ <box>62 26 159 40</box>
page-number: 2 <box>25 20 53 52</box>
mid-right-upper <box>821 778 1531 1209</box>
mid-right-region <box>808 733 1531 1644</box>
midleft-p-2: ಮಂಗಳವಾರ ಆಳಂದ ಪಟ್ಟಣದ ಮಾತೆಶ್ವರಿ ಅಂಬಮ್ಮಾ ರುಕ್ಕಮ್ಮ ಗುತ್ತೇದಾರ ಸ್ಮಾರಕ ಕಲಾ ವಾಣಿಜ್ಯ ಮತ್ತು ವಿಜ್ಞಾನ ಪದವಿ ಪೂರ್ವ ಕಾಲೇಜಿನಲ್ಲಿ ತಾಲೂಕು ಕಾನೂನು ಸೇವಾ ಸಮಿತಿ, ನ್ಯಾಯವಾದಿಗಳ ಸಂಘ, ಶಿಕ್ಷಣ ಇಲಾಖೆ, ಪೊಲೀಸ್ ಇಲಾಖೆ ಹಾಗೂ ಕಾರ್ಯನಿರತ ಪತ್ರಕರ್ತರ ಸಂಘದ ಸಂಯುಕ್ತಾಶ್ರಯದಲ್ಲಿ ಆಯೋಜಿಸಿದ್ದ ರಸ್ತೆ ಸುರಕ್ಷತಾ ಜಾಗೃತಿಯ ಕಾರ್ಯಕ್ರಮವು ಉದ್ಘಾಟಿಸಿ ಮಾತನಾಡಿದರು. <box>25 879 252 1005</box>
midleft-l2-p2: ನಿಗದಿತ ಮಿತಿಯಲ್ಲಿ ವಾಹನ ಚಲಿಸಬೇಕು. ಹೆದ್ದಾರಿಗಳಲ್ಲಿ ಇಂಡಿಕೇಟರ್ ಹಾಕಬೇಕು. ಕುಡಿದ ಅಮಲಿನಲ್ಲಿ ವಾಹನ ಚಲಾಯಿಸಬಾರದು. ಸಿಗ್ನಲ್ ಜಂಪ್ ಹಾಗೂ ಶೀಲ್ಡ್ ಬ್ರೇಕಿಂಗ್ ಮಾಡಬಾರದು. ನೋ ಪಾರ್ಕಿಂಗ್ ಸ್ಥಳದಲ್ಲಿ ವಾಹನಗಳನ್ನು ನಿಲ್ಲಿಸಬಾರದು. ಅಪಘಾತಗಳು ತಡೆಯಲು ಪ್ರಾಣಾಪಾಯ ಸಾಧನಗಳ ಬಳಕೆಗಳನ್ನು ಪ್ರೋತ್ಸಾಹಿಸಿ ಎಂದು ತಿಳಿಸಿದರು. <box>287 1291 534 1379</box>
mid-left-credit-rule <box>25 793 161 794</box>
mid-left-text-col-1 <box>25 776 261 1223</box>
sapling-photo-caption: ಆಳಂದ ಪಟ್ಟಣದ ಎಂಆರ್‌ಪಿ ಕಾಲೇಜಿನಲ್ಲಿ ಜರುಗಿದ ರಸ್ತೆ ಸುರಕ್ಷತಾ ಜಾಗೃತಿಯನ್ನು ನ್ಯಾಯಾವಾದಿ ಶ್ರೀನಿವಾಸ ಭೋಸಗೆ ಉದ್ಘಾಟಿಸಿದರು. <box>261 1207 725 1220</box>
mid-right-lower-columns <box>1009 962 1531 1146</box>
lead-p-4-1: ಸಿಬ್ಬಂದಿಯವರಿಗೆ ಬಹುಮಾನ ಮತ್ತು ಪ್ರಮಾಣ ಪತ್ರ ನೀಡಲಾಗುವುದು ಎಂದರು. ಈ ವೇಳೆಯಲ್ಲಿ ಕಾರ್ಯನಿರ್ವಾಹಕ ಅಧಿಕಾರಿಗಳು ಮಹಾದೇವ ಬಾಬಳಗಿ ಬಾಬಳಗಿ, ತಾಲೂಕ ಯೋಜನಾಧಿಕಾರಿಗಳಾದ ಶಶಿಧರ ಓಪೀರಿತುಡಿ ಮತ್ತು ಉಪಸ್ಥಿತರಿದ್ದರು. <box>787 423 1025 511</box>
